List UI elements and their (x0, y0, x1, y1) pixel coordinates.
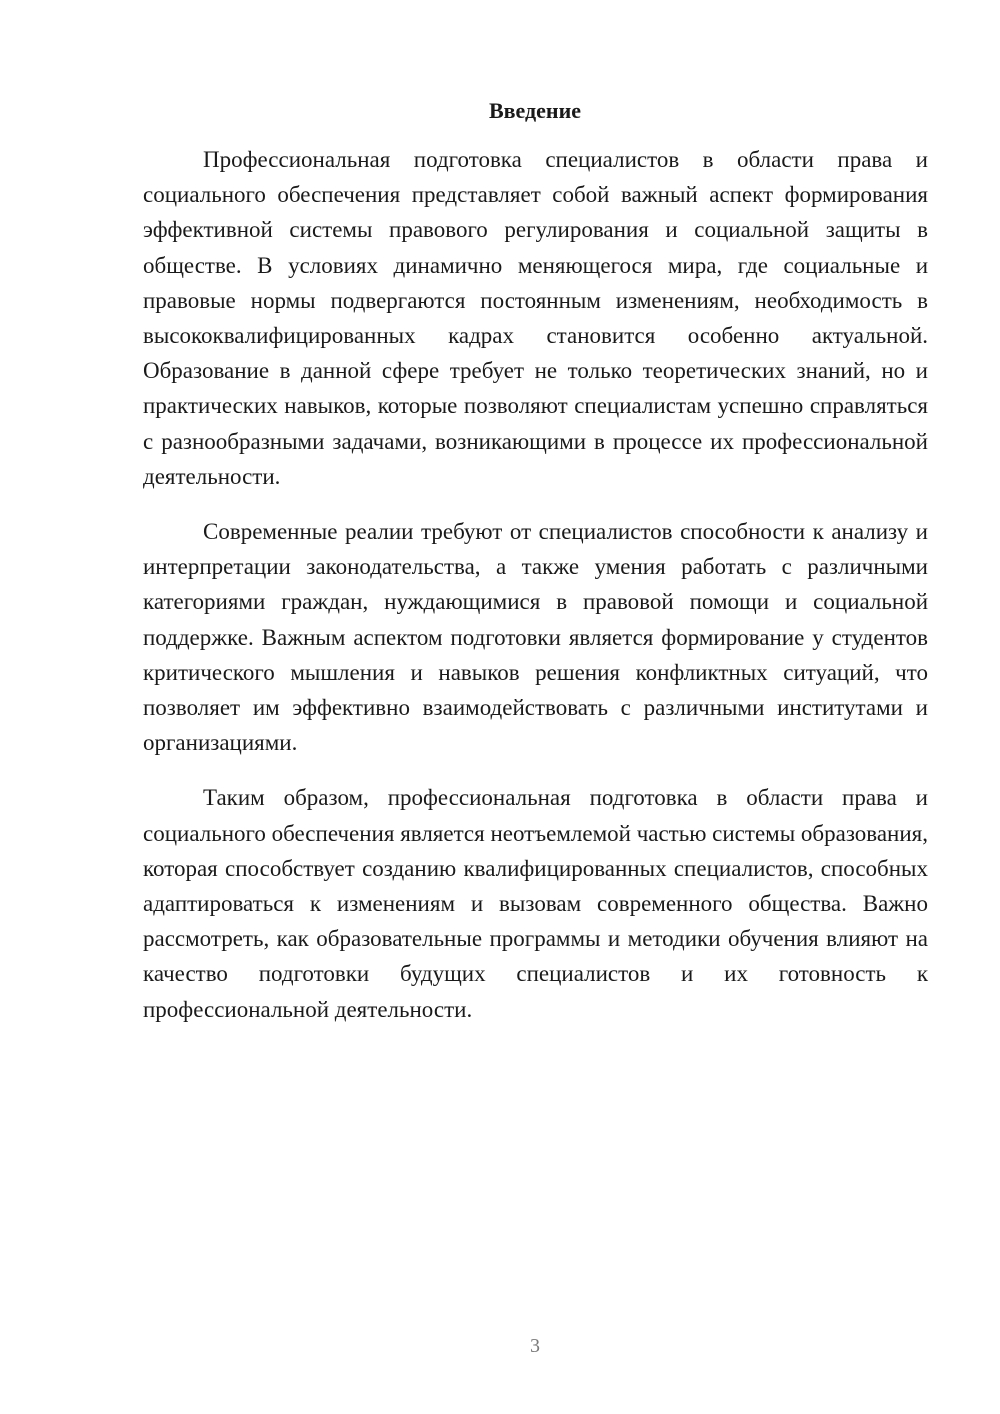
paragraph-2: Современные реалии требуют от специалистов способности к анализу и интерпретации законодательства, а также умения работать с различными категориями граждан, нуждающимися в правовой помощи и социальной поддержке. Важным аспектом подготовки является формирование у студентов критического мышления и навыков решения конфликтных ситуаций, что позволяет им эффективно взаимодействовать с различными институтами и организациями. (143, 519, 928, 756)
page-heading: Введение (488, 98, 582, 123)
page-number: 3 (530, 1335, 540, 1357)
paragraph-1: Профессиональная подготовка специалистов в области права и социального обеспечения представляет собой важный аспект формирования эффективной системы правового регулирования и социальной защиты в обществе. В условиях динамично меняющегося мира, где социальные и правовые нормы подвергаются постоянным изменениям, необходимость в высококвалифицированных кадрах становится особенно актуальной. Образование в данной сфере требует не только теоретических знаний, но и практических навыков, которые позволяют специалистам успешно справляться с разнообразными задачами, возникающими в процессе их профессиональной деятельности. (143, 147, 928, 489)
body-text (143, 142, 928, 1027)
paragraph-3: Таким образом, профессиональная подготовка в области права и социального обеспечения является неотъемлемой частью системы образования, которая способствует созданию квалифицированных специалистов, способных адаптироваться к изменениям и вызовам современного общества. Важно рассмотреть, как образовательные программы и методики обучения влияют на качество подготовки будущих специалистов и их готовность к профессиональной деятельности. (143, 785, 928, 1022)
